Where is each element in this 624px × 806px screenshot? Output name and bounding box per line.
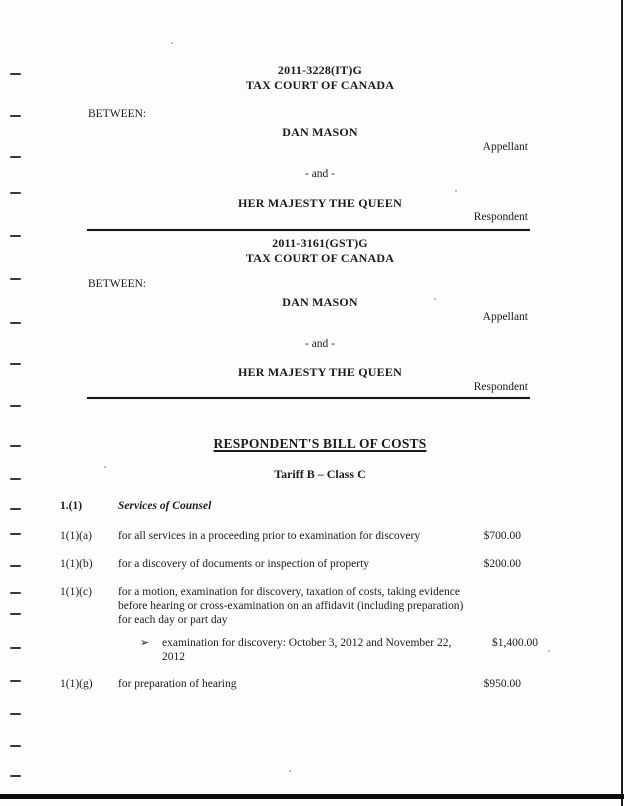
- binding-mark: [10, 478, 21, 480]
- bill-item-sub-row: [60, 636, 538, 664]
- document-title: [112, 437, 528, 451]
- item-ref: 1(1)(c): [60, 586, 92, 598]
- binding-mark: [10, 680, 21, 682]
- item-amount: $700.00: [483, 530, 521, 542]
- court-name: TAX COURT OF CANADA: [245, 251, 395, 265]
- case-caption-2: [88, 236, 528, 398]
- binding-mark: [10, 713, 21, 715]
- and-separator: - and -: [304, 168, 335, 180]
- appellant-role: Appellant: [482, 311, 528, 323]
- scan-speck: [104, 466, 106, 468]
- binding-mark: [10, 73, 21, 75]
- binding-mark: [10, 445, 21, 447]
- item-description: for a discovery of documents or inspection of property: [118, 558, 370, 570]
- respondent-role: Respondent: [473, 381, 528, 393]
- court-name: TAX COURT OF CANADA: [245, 78, 395, 92]
- scan-speck: [548, 650, 550, 652]
- scan-speck: [289, 770, 291, 772]
- binding-mark: [10, 192, 21, 194]
- and-separator: - and -: [304, 338, 335, 350]
- binding-mark: [10, 533, 21, 535]
- binding-mark: [10, 647, 21, 649]
- item-amount: $950.00: [483, 678, 521, 690]
- binding-mark: [10, 235, 21, 237]
- appellant-name: DAN MASON: [282, 125, 358, 139]
- tariff-subtitle: Tariff B – Class C: [274, 467, 366, 481]
- item-description: for preparation of hearing: [118, 678, 237, 690]
- item-description: for all services in a proceeding prior to examination for discovery: [118, 530, 421, 542]
- scan-bottom-edge-bar: [0, 794, 624, 799]
- appellant-name: DAN MASON: [282, 295, 358, 309]
- docket-number: 2011-3161(GST)G: [272, 236, 368, 250]
- appellant-role: Appellant: [482, 141, 528, 153]
- item-description: examination for discovery: October 3, 2012 and November 22, 2012: [162, 637, 452, 663]
- section-heading: Services of Counsel: [118, 500, 212, 512]
- bill-item-row: [60, 529, 521, 543]
- item-ref: 1(1)(a): [60, 530, 92, 542]
- item-description: for a motion, examination for discovery, taxation of costs, taking evidence before hearing or cross-examination on an affidavit (including preparation) for each day or part day: [118, 586, 464, 626]
- document-title-text: RESPONDENT'S BILL OF COSTS: [213, 436, 427, 451]
- bill-item-row: [60, 677, 521, 691]
- binding-mark: [10, 405, 21, 407]
- item-amount: $1,400.00: [492, 637, 538, 649]
- caption-divider: [87, 229, 530, 231]
- arrowhead-bullet-icon: ➢: [140, 637, 150, 649]
- docket-number: 2011-3228(IT)G: [277, 63, 363, 77]
- binding-mark: [10, 613, 21, 615]
- binding-mark: [10, 565, 21, 567]
- between-label: BETWEEN:: [88, 278, 147, 290]
- caption-divider: [87, 397, 530, 399]
- bill-item-row: [60, 557, 521, 571]
- between-label: BETWEEN:: [88, 108, 147, 120]
- bill-items-list: [60, 529, 538, 705]
- binding-mark: [10, 745, 21, 747]
- respondent-role: Respondent: [473, 211, 528, 223]
- binding-mark: [10, 115, 21, 117]
- item-amount: $200.00: [483, 558, 521, 570]
- section-number: 1.(1): [60, 500, 83, 512]
- binding-mark: [10, 156, 21, 158]
- scan-right-edge-line: [621, 0, 623, 806]
- scan-speck: [171, 42, 173, 44]
- respondent-name: HER MAJESTY THE QUEEN: [238, 196, 402, 210]
- binding-mark: [10, 775, 21, 777]
- bill-item-row: [60, 585, 521, 627]
- item-ref: 1(1)(b): [60, 558, 93, 570]
- binding-mark: [10, 322, 21, 324]
- case-caption-1: [88, 63, 528, 229]
- item-ref: 1(1)(g): [60, 678, 93, 690]
- section-heading-row: [60, 499, 521, 513]
- item-bullet-cell: [118, 636, 492, 664]
- binding-mark: [10, 363, 21, 365]
- binding-mark: [10, 592, 21, 594]
- binding-mark: [10, 508, 21, 510]
- binding-mark: [10, 278, 21, 280]
- respondent-name: HER MAJESTY THE QUEEN: [238, 365, 402, 379]
